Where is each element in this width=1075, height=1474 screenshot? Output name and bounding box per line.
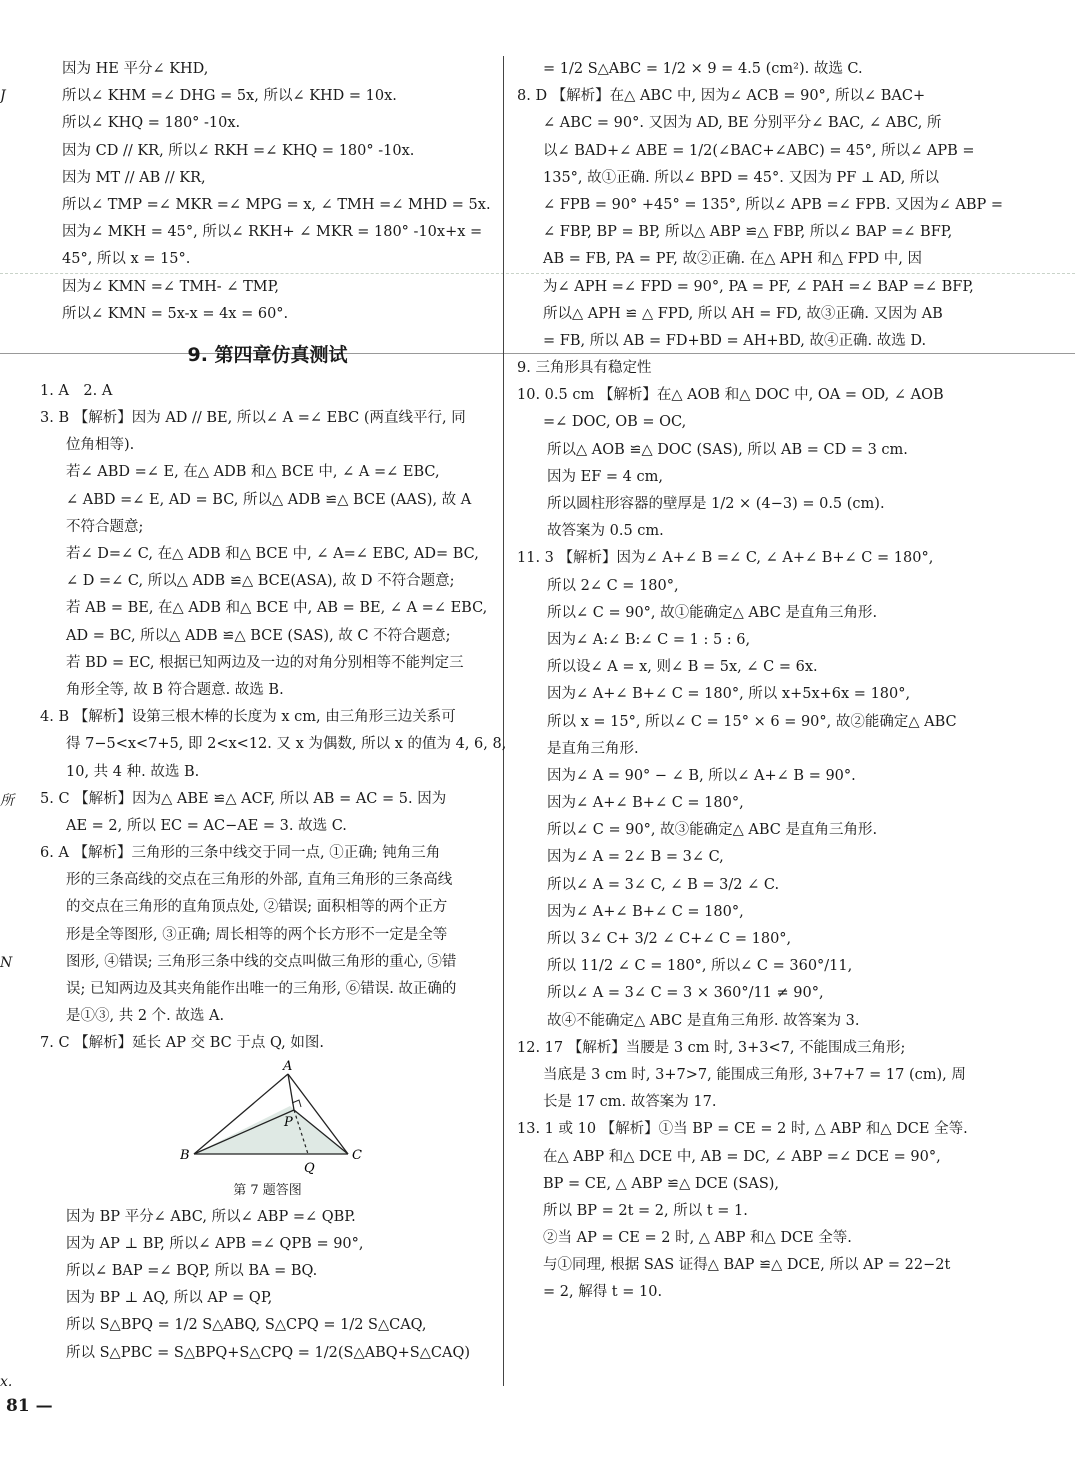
text-line: 所以 3∠ C+ 3/2 ∠ C+∠ C = 180°, [547, 931, 792, 947]
text-line: 所以∠ KHM =∠ DHG = 5x, 所以∠ KHD = 10x. [62, 88, 397, 105]
text-line: 不符合题意; [66, 518, 144, 535]
text-line: 所以∠ C = 90°, 故①能确定△ ABC 是直角三角形. [547, 604, 878, 621]
text-line: = 1/2 S△ABC = 1/2 × 9 = 4.5 (cm²). 故选 C. [543, 61, 863, 77]
label-p: P [284, 1114, 293, 1130]
text-line: 因为∠ A+∠ B+∠ C = 180°, [547, 795, 744, 812]
text-line: 所以∠ TMP =∠ MKR =∠ MPG = x, ∠ TMH =∠ MHD = 5x. [62, 196, 491, 213]
text-line: 若∠ D=∠ C, 在△ ADB 和△ BCE 中, ∠ A=∠ EBC, AD= BC, [66, 546, 479, 562]
text-line: 所以 BP = 2t = 2, 所以 t = 1. [543, 1202, 748, 1219]
text-line: 10. 0.5 cm 【解析】在△ AOB 和△ DOC 中, OA = OD, ∠ AOB [517, 387, 944, 404]
text-line: 因为 CD // KR, 所以∠ RKH =∠ KHQ = 180° -10x. [62, 142, 415, 159]
text-line: 长是 17 cm. 故答案为 17. [543, 1094, 717, 1111]
text-line: 7. C 【解析】延长 AP 交 BC 于点 Q, 如图. [40, 1035, 324, 1052]
text-line: 所以∠ A = 3∠ C, ∠ B = 3/2 ∠ C. [547, 876, 780, 893]
margin-fragment: N [0, 955, 13, 971]
text-line: 若 BD = EC, 根据已知两边及一边的对角分别相等不能判定三 [66, 654, 464, 671]
text-line: 因为 HE 平分∠ KHD, [62, 61, 209, 77]
text-line: 是直角三角形. [547, 740, 639, 757]
text-line: 图形, ④错误; 三角形三条中线的交点叫做三角形的重心, ⑤错 [66, 953, 457, 970]
text-line: 若∠ ABD =∠ E, 在△ ADB 和△ BCE 中, ∠ A =∠ EBC, [66, 464, 440, 481]
text-line: ②当 AP = CE = 2 时, △ ABP 和△ DCE 全等. [543, 1230, 852, 1247]
column-divider [503, 56, 504, 1386]
label-b: B [180, 1147, 190, 1163]
section-title: 9. 第四章仿真测试 [187, 343, 348, 366]
text-line: 11. 3 【解析】因为∠ A+∠ B =∠ C, ∠ A+∠ B+∠ C = 180°, [517, 550, 934, 567]
text-line: =∠ DOC, OB = OC, [543, 414, 687, 431]
text-line: 以∠ BAD+∠ ABE = 1/2(∠BAC+∠ABC) = 45°, 所以∠ APB = [543, 142, 975, 159]
text-line: ∠ ABC = 90°. 又因为 AD, BE 分别平分∠ BAC, ∠ ABC, 所 [543, 115, 942, 132]
text-line: 形是全等图形, ③正确; 周长相等的两个长方形不一定是全等 [66, 926, 448, 943]
text-line: 所以△ APH ≌ △ FPD, 所以 AH = FD, 故③正确. 又因为 AB [543, 305, 943, 322]
text-line: 12. 17 【解析】当腰是 3 cm 时, 3+3<7, 不能围成三角形; [517, 1039, 906, 1056]
text-line: 形的三条高线的交点在三角形的外部, 直角三角形的三条高线 [66, 872, 453, 889]
text-line: 是①③, 共 2 个. 故选 A. [66, 1008, 225, 1025]
text-line: 所以∠ KMN = 5x-x = 4x = 60°. [62, 305, 289, 322]
continued-solution [40, 56, 495, 328]
text-line: 因为∠ A+∠ B+∠ C = 180°, [547, 903, 744, 920]
text-line: 因为 MT // AB // KR, [62, 169, 206, 186]
text-line: BP = CE, △ ABP ≌△ DCE (SAS), [543, 1175, 780, 1192]
text-line: 因为 EF = 4 cm, [547, 468, 663, 485]
text-line: 因为∠ A:∠ B:∠ C = 1 : 5 : 6, [547, 631, 751, 648]
text-line: 因为 BP 平分∠ ABC, 所以∠ ABP =∠ QBP. [66, 1208, 356, 1225]
text-line: 1. A 2. A [40, 382, 113, 399]
left-column [40, 56, 507, 1367]
text-line: = 2, 解得 t = 10. [543, 1284, 663, 1301]
shaded-region [194, 1106, 348, 1154]
text-line: 为∠ APH =∠ FPD = 90°, PA = PF, ∠ PAH =∠ BAP =∠ BFP, [543, 278, 974, 295]
label-c: C [352, 1147, 362, 1163]
text-line: 的交点在三角形的直角顶点处, ②错误; 面积相等的两个正方 [66, 899, 448, 916]
text-line: 所以△ AOB ≌△ DOC (SAS), 所以 AB = CD = 3 cm. [547, 441, 908, 458]
margin-fragment: x. [0, 1374, 13, 1390]
text-line: 故答案为 0.5 cm. [547, 523, 664, 540]
text-line: 与①同理, 根据 SAS 证得△ BAP ≌△ DCE, 所以 AP = 22−2t [543, 1257, 951, 1274]
text-line: 得 7−5<x<7+5, 即 2<x<12. 又 x 为偶数, 所以 x 的值为 4, 6, 8, [66, 736, 507, 753]
page-number: 81 — [6, 1396, 53, 1416]
right-column [517, 56, 1004, 1307]
text-line: 135°, 故①正确. 所以∠ BPD = 45°. 又因为 PF ⊥ AD, 所以 [543, 169, 940, 186]
label-q: Q [304, 1160, 315, 1176]
text-line: 所以 11/2 ∠ C = 180°, 所以∠ C = 360°/11, [547, 958, 853, 975]
text-line: 13. 1 或 10 【解析】①当 BP = CE = 2 时, △ ABP 和△ DCE 全等. [517, 1121, 968, 1138]
segment-ap [288, 1074, 294, 1110]
figure-q7 [40, 1058, 495, 1178]
text-line: 因为∠ A = 2∠ B = 3∠ C, [547, 849, 724, 866]
text-line: 在△ ABP 和△ DCE 中, AB = DC, ∠ ABP =∠ DCE = 90°, [543, 1148, 941, 1165]
text-line: ∠ FBP, BP = BP, 所以△ ABP ≌△ FBP, 所以∠ BAP =∠ BFP, [543, 224, 953, 241]
text-line: 6. A 【解析】三角形的三条中线交于同一点, ①正确; 钝角三角 [40, 845, 441, 862]
text-line: 因为 BP ⊥ AQ, 所以 AP = QP, [66, 1290, 273, 1307]
text-line: 4. B 【解析】设第三根木棒的长度为 x cm, 由三角形三边关系可 [40, 709, 456, 726]
text-line: 所以 S△BPQ = 1/2 S△ABQ, S△CPQ = 1/2 S△CAQ, [66, 1317, 427, 1334]
text-line: 3. B 【解析】因为 AD // BE, 所以∠ A =∠ EBC (两直线平行, 同 [40, 410, 466, 427]
text-line: AD = BC, 所以△ ADB ≌△ BCE (SAS), 故 C 不符合题意; [66, 627, 451, 644]
text-line: ∠ FPB = 90° +45° = 135°, 所以∠ APB =∠ FPB. 又因为∠ ABP = [543, 196, 1004, 213]
text-line: 所以圆柱形容器的壁厚是 1/2 × (4−3) = 0.5 (cm). [547, 496, 885, 512]
margin-fragment: J [0, 88, 6, 104]
answer-list [40, 378, 507, 1058]
q7-solution [40, 1204, 495, 1367]
text-line: 所以∠ A = 3∠ C = 3 × 360°/11 ≠ 90°, [547, 985, 824, 1002]
text-line: 所以 2∠ C = 180°, [547, 577, 679, 594]
text-line: 所以设∠ A = x, 则∠ B = 5x, ∠ C = 6x. [547, 659, 818, 676]
text-line: 角形全等, 故 B 符合题意. 故选 B. [66, 681, 284, 698]
text-line: 所以 S△PBC = S△BPQ+S△CPQ = 1/2(S△ABQ+S△CAQ) [66, 1344, 470, 1361]
text-line: 因为∠ KMN =∠ TMH- ∠ TMP, [62, 278, 280, 295]
text-line: 故④不能确定△ ABC 是直角三角形. 故答案为 3. [547, 1012, 860, 1029]
text-line: 所以 x = 15°, 所以∠ C = 15° × 6 = 90°, 故②能确定△ ABC [547, 713, 957, 730]
text-line: ∠ ABD =∠ E, AD = BC, 所以△ ADB ≌△ BCE (AAS), 故 A [66, 491, 472, 508]
text-line: 所以∠ KHQ = 180° -10x. [62, 115, 241, 132]
label-a: A [283, 1058, 293, 1074]
text-line: AB = FB, PA = PF, 故②正确. 在△ APH 和△ FPD 中, 因 [543, 251, 922, 268]
margin-fragment: 所 [0, 793, 14, 809]
text-line: = FB, 所以 AB = FD+BD = AH+BD, 故④正确. 故选 D. [543, 332, 927, 349]
text-line: 8. D 【解析】在△ ABC 中, 因为∠ ACB = 90°, 所以∠ BAC+ [517, 88, 926, 105]
text-line: 所以∠ C = 90°, 故③能确定△ ABC 是直角三角形. [547, 822, 878, 839]
text-line: AE = 2, 所以 EC = AC−AE = 3. 故选 C. [66, 817, 347, 834]
text-line: 当底是 3 cm 时, 3+7>7, 能围成三角形, 3+7+7 = 17 (cm), 周 [543, 1066, 966, 1083]
text-line: 若 AB = BE, 在△ ADB 和△ BCE 中, AB = BE, ∠ A =∠ EBC, [66, 600, 488, 617]
triangle-diagram [180, 1058, 380, 1178]
text-line: 所以∠ BAP =∠ BQP, 所以 BA = BQ. [66, 1262, 318, 1279]
text-line: 因为∠ A = 90° − ∠ B, 所以∠ A+∠ B = 90°. [547, 767, 856, 784]
text-line: 因为∠ A+∠ B+∠ C = 180°, 所以 x+5x+6x = 180°, [547, 686, 911, 703]
text-line: 45°, 所以 x = 15°. [62, 251, 191, 268]
text-line: ∠ D =∠ C, 所以△ ADB ≌△ BCE(ASA), 故 D 不符合题意; [66, 573, 455, 590]
text-line: 9. 三角形具有稳定性 [517, 360, 652, 377]
text-line: 因为 AP ⊥ BP, 所以∠ APB =∠ QPB = 90°, [66, 1235, 364, 1252]
text-line: 5. C 【解析】因为△ ABE ≌△ ACF, 所以 AB = AC = 5. 因为 [40, 790, 447, 807]
text-line: 因为∠ MKH = 45°, 所以∠ RKH+ ∠ MKR = 180° -10x+x = [62, 224, 483, 241]
text-line: 10, 共 4 种. 故选 B. [66, 763, 200, 780]
figure-caption: 第 7 题答图 [233, 1182, 302, 1198]
text-line: 误; 已知两边及其夹角能作出唯一的三角形, ⑥错误. 故正确的 [66, 981, 457, 997]
text-line: 位角相等). [66, 437, 135, 454]
